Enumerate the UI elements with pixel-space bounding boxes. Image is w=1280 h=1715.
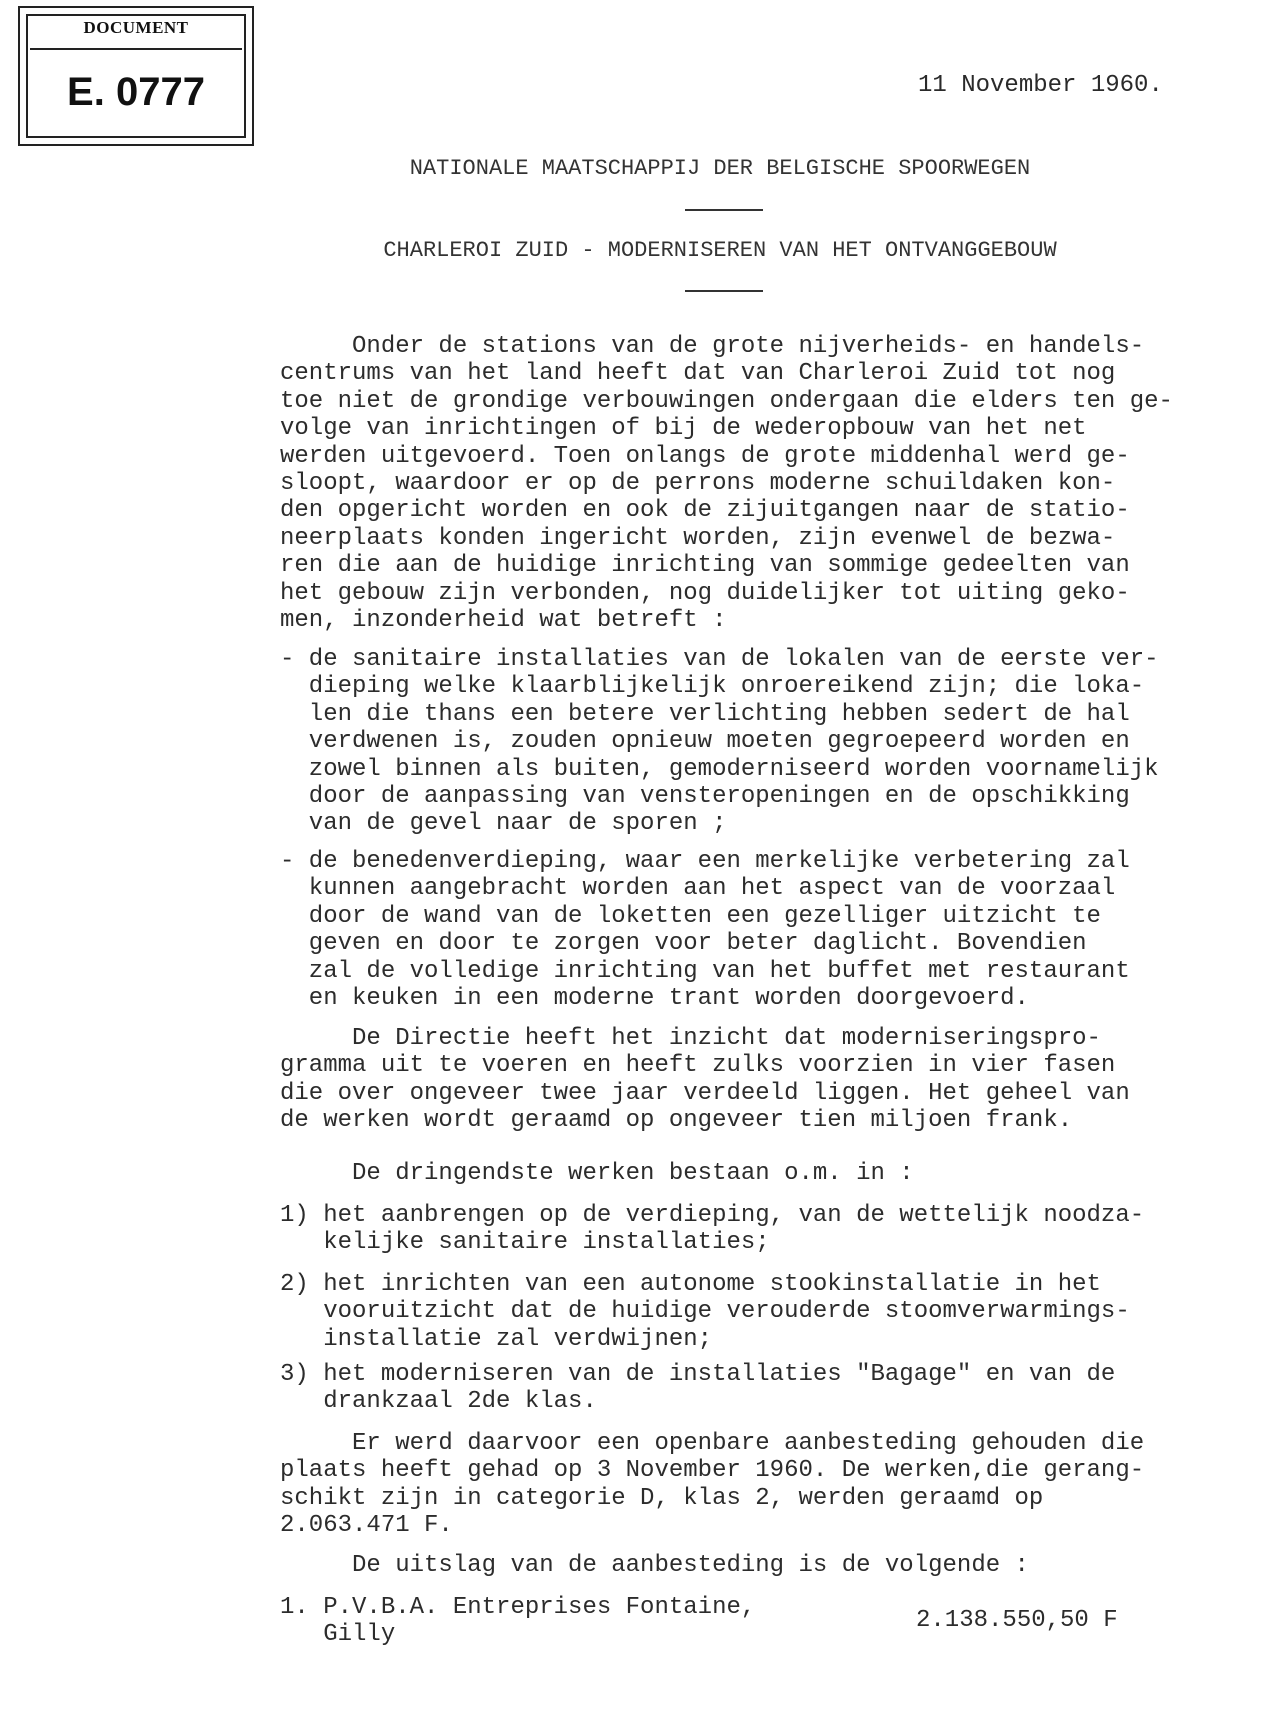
bullet-sanitary: - de sanitaire installaties van de lokalen van de eerste ver- dieping welke klaarblijkelijk onroereikend zijn; die loka- len die thans een betere verlichting hebben sedert de hal verdwenen is, zouden opnieuw moeten gegroepeerd worden en zowel binnen als buiten, gemoderniseerd worden voornamelijk door de aanpassing van vensteropeningen en de opschikking van de gevel naar de sporen ; <box>280 646 1159 838</box>
result-entry: 1. P.V.B.A. Entreprises Fontaine, Gilly <box>280 1594 756 1649</box>
tender-paragraph: Er werd daarvoor een openbare aanbesteding gehouden die plaats heeft gehad op 3 November 1960. De werken,die gerang- schikt zijn in categorie D, klas 2, werden geraamd op 2.063.471 F. <box>280 1430 1145 1540</box>
bullet-ground-floor: - de benedenverdieping, waar een merkelijke verbetering zal kunnen aangebracht worden aan het aspect van de voorzaal door de wand van de loketten een gezelliger uitzicht te geven en door te zorgen voor beter daglicht. Bovendien zal de volledige inrichting van het buffet met restaurant en keuken in een moderne trant worden doorgevoerd. <box>280 848 1130 1013</box>
stamp-divider <box>30 48 242 50</box>
intro-paragraph: Onder de stations van de grote nijverheids- en handels- centrums van het land heeft dat van Charleroi Zuid tot nog toe niet de grondige verbouwingen ondergaan die elders ten ge- volge van inrichtingen of bij de wederopbouw van het net werden uitgevoerd. Toen onlangs de grote middenhal werd ge- sloopt, waardoor er op de perrons moderne schuildaken kon- den opgericht worden en ook de zijuitgangen naar de statio- neerplaats konden ingericht worden, zijn evenwel de bezwa- ren die aan de huidige inrichting van sommige gedeelten van het gebouw zijn verbonden, nog duidelijker tot uiting geko- men, inzonderheid wat betreft : <box>280 333 1173 635</box>
results-intro: De uitslag van de aanbesteding is de volgende : <box>280 1552 1029 1579</box>
result-amount: 2.138.550,50 F <box>916 1607 1118 1634</box>
urgent-item-3: 3) het moderniseren van de installaties "Bagage" en van de drankzaal 2de klas. <box>280 1361 1116 1416</box>
stamp-code: E. 0777 <box>67 70 205 114</box>
subject-heading: CHARLEROI ZUID - MODERNISEREN VAN HET ONTVANGGEBOUW <box>383 238 1057 263</box>
document-date: 11 November 1960. <box>918 72 1163 99</box>
stamp-label: DOCUMENT <box>83 18 189 37</box>
heading-divider <box>685 209 763 211</box>
urgent-works-intro: De dringendste werken bestaan o.m. in : <box>280 1160 914 1187</box>
directie-paragraph: De Directie heeft het inzicht dat moderniseringspro- gramma uit te voeren en heeft zulks voorzien in vier fasen die over ongeveer twee jaar verdeeld liggen. Het geheel van de werken wordt geraamd op ongeveer tien miljoen frank. <box>280 1025 1130 1135</box>
urgent-item-1: 1) het aanbrengen op de verdieping, van de wettelijk noodza- kelijke sanitaire installaties; <box>280 1202 1145 1257</box>
urgent-item-2: 2) het inrichten van een autonome stookinstallatie in het vooruitzicht dat de huidige verouderde stoomverwarmings- installatie zal verdwijnen; <box>280 1271 1130 1353</box>
document-stamp <box>18 6 254 146</box>
organization-heading: NATIONALE MAATSCHAPPIJ DER BELGISCHE SPOORWEGEN <box>409 156 1031 181</box>
subject-divider <box>685 290 763 292</box>
